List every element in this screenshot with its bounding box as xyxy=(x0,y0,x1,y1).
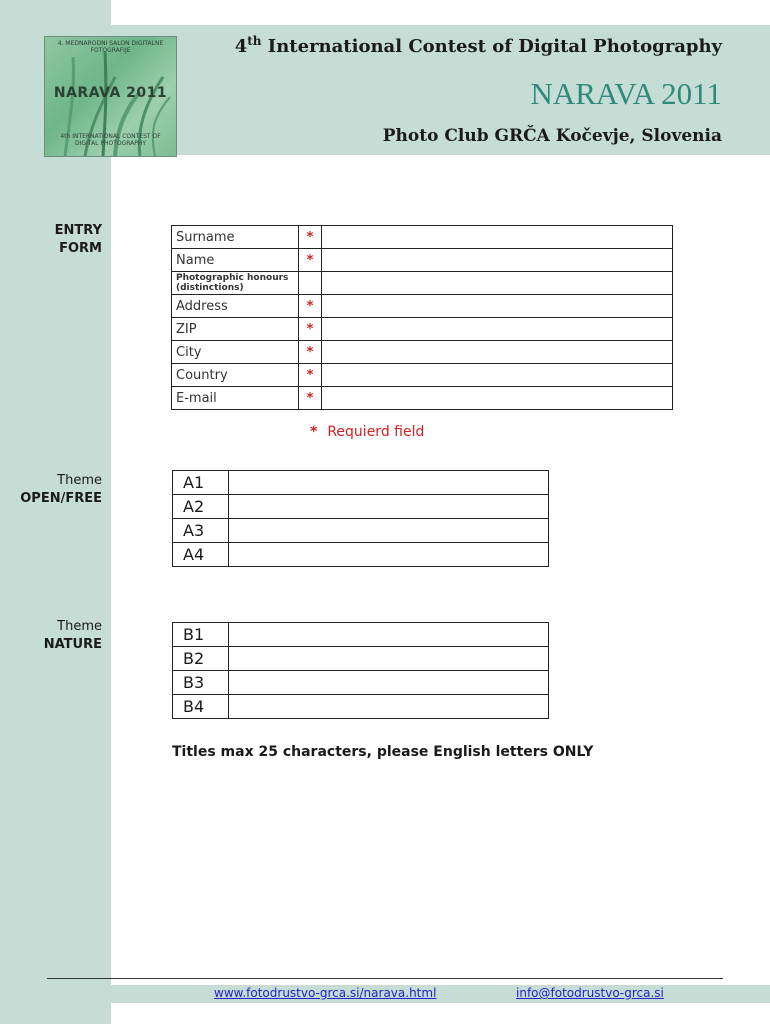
website-link[interactable]: www.fotodrustvo-grca.si/narava.html xyxy=(214,986,437,1000)
country-field[interactable] xyxy=(322,364,673,387)
title-input-b3[interactable] xyxy=(229,671,548,694)
title-field[interactable] xyxy=(229,671,549,695)
title-field[interactable] xyxy=(229,495,549,519)
required-mark: * xyxy=(299,318,322,341)
required-mark: * xyxy=(299,226,322,249)
title-code: A1 xyxy=(173,471,229,495)
name-field[interactable] xyxy=(322,249,673,272)
form-row-address xyxy=(172,295,673,318)
title-field[interactable] xyxy=(229,623,549,647)
title-code: A2 xyxy=(173,495,229,519)
title-code: B1 xyxy=(173,623,229,647)
field-label: Country xyxy=(172,364,299,387)
honours-field[interactable] xyxy=(322,272,673,295)
field-label: Name xyxy=(172,249,299,272)
theme-open-table xyxy=(172,470,549,567)
title-ordinal-suffix: th xyxy=(247,34,262,48)
theme-nature-row xyxy=(173,671,549,695)
theme-nature-row xyxy=(173,647,549,671)
theme-nature-label-line1: Theme xyxy=(57,619,102,634)
honours-input[interactable] xyxy=(322,272,672,294)
email-field[interactable] xyxy=(322,387,673,410)
theme-open-row xyxy=(173,471,549,495)
title-field[interactable] xyxy=(229,471,549,495)
form-row-name xyxy=(172,249,673,272)
theme-nature-row xyxy=(173,695,549,719)
entry-form-label-line1: ENTRY xyxy=(54,223,102,238)
title-code: B4 xyxy=(173,695,229,719)
title-input-a4[interactable] xyxy=(229,543,548,566)
required-mark: * xyxy=(299,341,322,364)
zip-input[interactable] xyxy=(322,318,672,340)
field-label: Surname xyxy=(172,226,299,249)
name-input[interactable] xyxy=(322,249,672,271)
title-code: A3 xyxy=(173,519,229,543)
theme-nature-label-line2: NATURE xyxy=(43,637,102,652)
theme-open-label xyxy=(20,472,102,508)
title-field[interactable] xyxy=(229,695,549,719)
organizer: Photo Club GRČA Kočevje, Slovenia xyxy=(382,126,722,146)
logo-name: NARAVA 2011 xyxy=(53,85,168,101)
required-mark: * xyxy=(299,295,322,318)
city-input[interactable] xyxy=(322,341,672,363)
form-row-honours xyxy=(172,272,673,295)
title-input-a2[interactable] xyxy=(229,495,548,518)
logo-bottom-text: 4th INTERNATIONAL CONTEST OF DIGITAL PHOTOGRAPHY xyxy=(60,133,161,147)
required-mark: * xyxy=(299,249,322,272)
title-input-a1[interactable] xyxy=(229,471,548,494)
title-input-b2[interactable] xyxy=(229,647,548,670)
event-name: NARAVA 2011 xyxy=(530,76,722,111)
country-input[interactable] xyxy=(322,364,672,386)
theme-open-label-line2: OPEN/FREE xyxy=(20,491,102,506)
title-ordinal: 4 xyxy=(234,36,248,57)
form-row-city xyxy=(172,341,673,364)
required-mark: * xyxy=(299,364,322,387)
title-field[interactable] xyxy=(229,647,549,671)
theme-open-row xyxy=(173,495,549,519)
logo-top-text: 4. MEDNARODNI SALON DIGITALNE FOTOGRAFIJE xyxy=(57,40,164,54)
entry-form-table xyxy=(171,225,673,410)
required-mark: * xyxy=(299,387,322,410)
required-note-text: Requierd field xyxy=(327,424,425,440)
field-label: Address xyxy=(172,295,299,318)
form-row-zip xyxy=(172,318,673,341)
narava-logo xyxy=(44,36,177,157)
required-field-note xyxy=(310,424,424,440)
theme-open-row xyxy=(173,519,549,543)
city-field[interactable] xyxy=(322,341,673,364)
address-field[interactable] xyxy=(322,295,673,318)
footer-divider xyxy=(47,978,723,979)
title-code: A4 xyxy=(173,543,229,567)
field-label: E-mail xyxy=(172,387,299,410)
title-input-b1[interactable] xyxy=(229,623,548,646)
zip-field[interactable] xyxy=(322,318,673,341)
form-row-email xyxy=(172,387,673,410)
title-code: B3 xyxy=(173,671,229,695)
field-label: Photographic honours (distinctions) xyxy=(172,272,299,295)
title-field[interactable] xyxy=(229,543,549,567)
title-input-b4[interactable] xyxy=(229,695,548,718)
title-text: International Contest of Digital Photography xyxy=(267,36,722,57)
address-input[interactable] xyxy=(322,295,672,317)
surname-input[interactable] xyxy=(322,226,672,248)
email-link[interactable]: info@fotodrustvo-grca.si xyxy=(516,986,664,1000)
entry-form-label-line2: FORM xyxy=(59,241,102,256)
field-label: City xyxy=(172,341,299,364)
theme-nature-row xyxy=(173,623,549,647)
required-mark: * xyxy=(310,424,318,440)
required-mark-empty xyxy=(299,272,322,295)
titles-note: Titles max 25 characters, please English letters ONLY xyxy=(172,744,594,760)
contest-title xyxy=(235,34,722,57)
form-row-country xyxy=(172,364,673,387)
theme-open-label-line1: Theme xyxy=(57,473,102,488)
title-code: B2 xyxy=(173,647,229,671)
field-label: ZIP xyxy=(172,318,299,341)
theme-nature-table xyxy=(172,622,549,719)
theme-open-row xyxy=(173,543,549,567)
email-input[interactable] xyxy=(322,387,672,409)
form-row-surname xyxy=(172,226,673,249)
title-input-a3[interactable] xyxy=(229,519,548,542)
theme-nature-label xyxy=(44,618,102,654)
entry-form-label xyxy=(55,222,102,258)
title-field[interactable] xyxy=(229,519,549,543)
surname-field[interactable] xyxy=(322,226,673,249)
